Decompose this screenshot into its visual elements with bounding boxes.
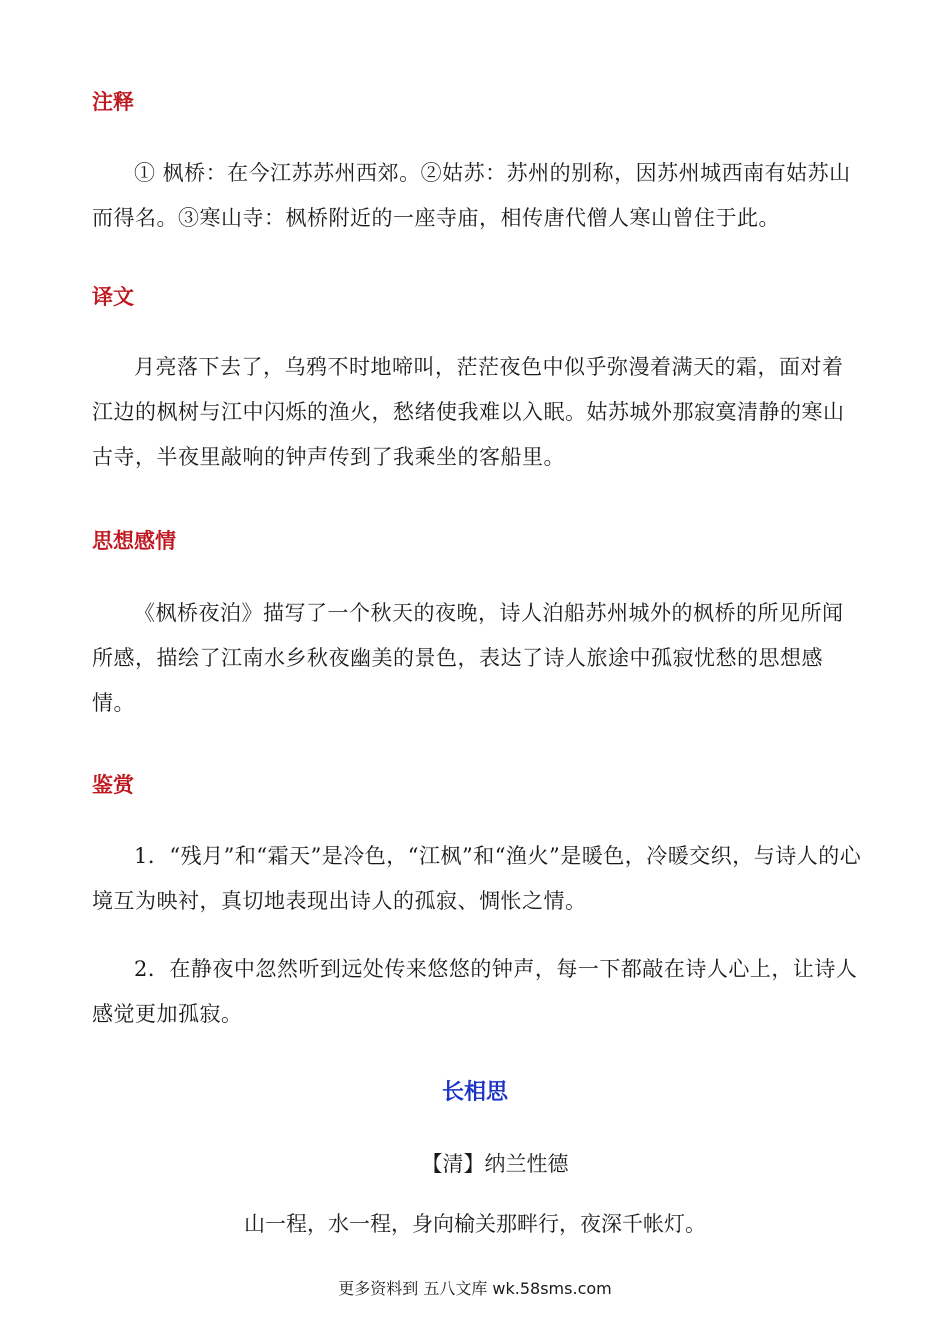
section-heading-appreciation: 鉴赏 xyxy=(92,773,134,797)
poem-author: 【清】纳兰性德 xyxy=(421,1152,569,1176)
poem-title: 长相思 xyxy=(441,1080,508,1105)
section-heading-notes: 注释 xyxy=(92,90,134,114)
footer-watermark-text: 更多资料到 五八文库 wk.58sms.com xyxy=(338,1279,612,1298)
section-heading-translation: 译文 xyxy=(92,285,134,309)
translation-paragraph: 月亮落下去了，乌鸦不时地啼叫，茫茫夜色中似乎弥漫着满天的霜，面对着江边的枫树与江中闪烁的渔火，愁绪使我难以入眠。姑苏城外那寂寞清静的寒山古寺，半夜里敲响的钟声传到了我乘坐的客船里。 xyxy=(92,355,845,469)
poem-line: 山一程，水一程，身向榆关那畔行，夜深千帐灯。 xyxy=(244,1212,706,1236)
appreciation-paragraph-1: 1．“残月”和“霜天”是冷色，“江枫”和“渔火”是暖色，冷暖交织，与诗人的心境互为映衬，真切地表现出诗人的孤寂、惆怅之情。 xyxy=(92,844,862,913)
notes-paragraph: ① 枫桥：在今江苏苏州西郊。②姑苏：苏州的别称，因苏州城西南有姑苏山而得名。③寒山寺：枫桥附近的一座寺庙，相传唐代僧人寒山曾住于此。 xyxy=(92,161,851,230)
thoughts-paragraph: 《枫桥夜泊》描写了一个秋天的夜晚，诗人泊船苏州城外的枫桥的所见所闻所感，描绘了江南水乡秋夜幽美的景色，表达了诗人旅途中孤寂忧愁的思想感情。 xyxy=(92,601,844,715)
section-heading-thoughts: 思想感情 xyxy=(92,529,176,553)
appreciation-paragraph-2: 2．在静夜中忽然听到远处传来悠悠的钟声，每一下都敲在诗人心上，让诗人感觉更加孤寂。 xyxy=(92,957,858,1026)
